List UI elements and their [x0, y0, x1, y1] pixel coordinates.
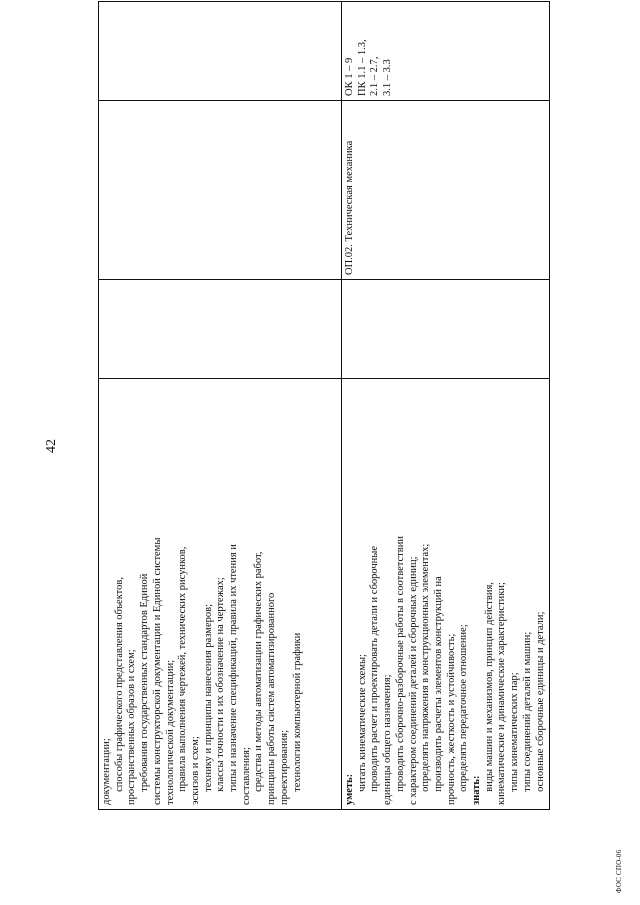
- umet-text: читать кинематические схемы; проводить расчет и проектировать детали и сборочные единицы общего назначения; проводить сборочно-разборочные работы в соответствии с характером соединений деталей и сборочных единиц; определять напряжения в конструкционных элементах; производить расчеты элементов конструкций на прочность, жесткость и устойчивость; определять передаточное отношение;: [356, 536, 470, 805]
- page-number: 42: [44, 439, 59, 453]
- empty-cell: [99, 280, 342, 379]
- discipline-cell: [99, 101, 342, 280]
- umet-label: уметь:: [344, 773, 355, 805]
- znat-label: знать:: [471, 775, 483, 805]
- competency-table: [98, 39, 546, 810]
- footer-label: ФОС СПО-06: [615, 849, 623, 893]
- discipline-text: ОП.02. Техническая механика: [344, 140, 355, 275]
- znat-text: виды машин и механизмов, принцип действия, кинематические и динамические характеристики; типы кинематических пар; типы соединений деталей и машин; основные сборочные единицы и детали;: [483, 582, 546, 805]
- discipline-cell: [342, 101, 550, 280]
- competencies-cell: [342, 2, 550, 101]
- empty-cell: [342, 280, 550, 379]
- table-row: [342, 2, 550, 810]
- skills-cell: [99, 379, 342, 810]
- competencies-text: ОК 1 – 9 ПК 1.1 – 1.3, 2.1 – 2.7, 3.1 – 3.3: [344, 39, 394, 96]
- skills-text: документации; способы графического представления объектов, пространственных образов и схем; требования государственных стандартов Единой системы конструкторской документации и Единой системы технологической документации; правила выполнения чертежей, технических рисунков, эскизов и схем; технику и принципы нанесения размеров; классы точности и их обозначение на чертежах; типы и назначение спецификаций, правила их чтения и составления; средства и методы автоматизации графических работ, принципы работы систем автоматизированного проектирования; технологии компьютерной графики: [101, 537, 303, 805]
- skills-cell: [342, 379, 550, 810]
- table-row: [99, 2, 342, 810]
- competencies-cell: [99, 2, 342, 101]
